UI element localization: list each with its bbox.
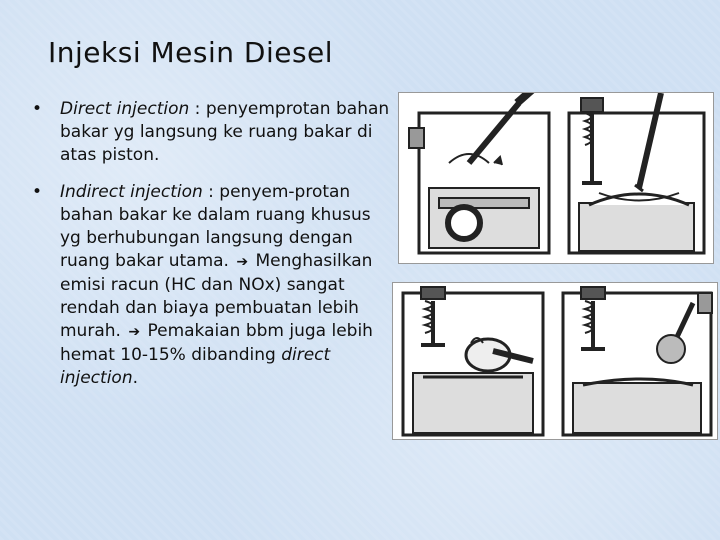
direct-injection-description: : penyemprotan bahan bakar yg langsung ke ruang bakar di atas piston. xyxy=(60,99,390,165)
indirect-injection-diagram-svg xyxy=(393,283,717,439)
indirect-injection-engine-diagram xyxy=(392,282,718,440)
bullet-indirect-injection xyxy=(30,181,390,390)
slide-title: Injeksi Mesin Diesel xyxy=(48,36,334,69)
term-indirect-injection: Indirect injection xyxy=(60,182,203,202)
arrow-icon: ➔ xyxy=(128,324,141,340)
bullet-direct-injection xyxy=(30,98,390,167)
indirect-injection-description: : penyem-protan bahan bakar ke dalam ruang khusus yg berhubungan langsung dengan ruang bakar utama. xyxy=(60,182,371,271)
bullet-list xyxy=(30,98,390,404)
direct-injection-engine-diagram xyxy=(398,92,714,264)
term-direct-injection: Direct injection xyxy=(60,99,190,119)
direct-injection-diagram-svg xyxy=(399,93,713,263)
bullet-marker: • xyxy=(32,99,43,119)
indirect-injection-benefit-emission: Menghasilkan emisi racun (HC dan NOx) sangat rendah dan biaya pembuatan lebih murah. xyxy=(60,251,373,341)
arrow-icon: ➔ xyxy=(236,254,249,270)
term-direct-injection-ref: direct injection xyxy=(60,345,331,388)
sentence-end: . xyxy=(132,368,138,388)
indirect-injection-benefit-fuel: Pemakaian bbm juga lebih hemat 10-15% dibanding xyxy=(60,321,373,365)
bullet-marker: • xyxy=(32,182,43,202)
